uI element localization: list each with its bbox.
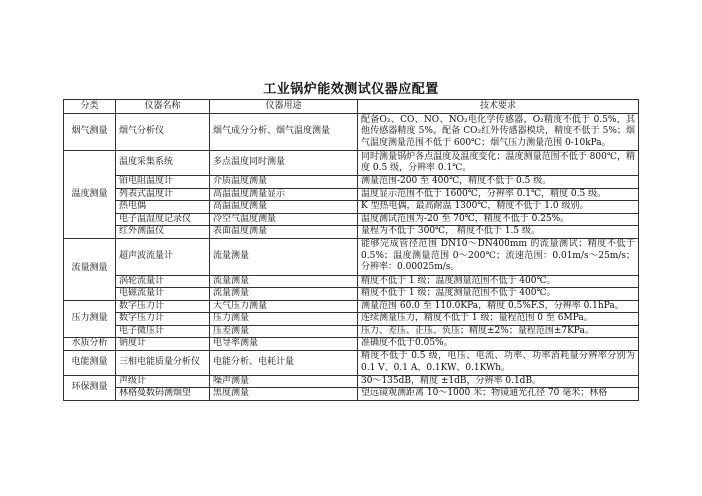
document-title: 工业锅炉能效测试仪器应配置 <box>263 82 439 97</box>
instrument-purpose-cell: 介质温度测量 <box>210 176 358 189</box>
instrument-purpose-cell: 多点温度同时测量 <box>210 151 358 176</box>
instrument-purpose-cell: 流量测量 <box>210 238 358 275</box>
instrument-name-cell: 列表式温度计 <box>116 188 210 201</box>
table-row <box>64 338 639 351</box>
table-row <box>64 375 639 388</box>
instrument-purpose-cell: 烟气成分分析、烟气温度测量 <box>210 114 358 151</box>
instrument-purpose-cell: 高温温度测量 <box>210 201 358 214</box>
instrument-name-cell: 电子温湿度记录仪 <box>116 213 210 226</box>
instrument-name-cell: 钠度计 <box>116 338 210 351</box>
category-cell: 压力测量 <box>64 300 116 338</box>
instrument-purpose-cell: 高温温度测量显示 <box>210 188 358 201</box>
table-row <box>64 201 639 214</box>
table-row <box>64 350 639 375</box>
technical-requirement-cell: 精度不低于 1 级；温度测量范围不低于 400℃。 <box>358 275 639 288</box>
table-row <box>64 325 639 338</box>
instrument-config-table <box>63 99 639 401</box>
instrument-name-cell: 温度采集系统 <box>116 151 210 176</box>
instrument-purpose-cell: 电导率测量 <box>210 338 358 351</box>
technical-requirement-cell: 同时测量锅炉各点温度及温度变化；温度测量范围不低于 800℃，精度 0.5 级，分辨率 0.1℃。 <box>358 151 639 176</box>
table-row <box>64 114 639 151</box>
technical-requirement-cell: 精度不低于 1 级；温度测量范围不低于 400℃。 <box>358 288 639 301</box>
table-row <box>64 275 639 288</box>
category-cell: 温度测量 <box>64 151 116 239</box>
instrument-name-cell: 三相电能质量分析仪 <box>116 350 210 375</box>
instrument-name-cell: 数字压力计 <box>116 300 210 313</box>
technical-requirement-cell: K 型热电偶，最高耐温 1300℃，精度不低于 1.0 级别。 <box>358 201 639 214</box>
category-cell: 环保测量 <box>64 375 116 400</box>
table-row <box>64 151 639 176</box>
technical-requirement-cell: 压力、差压、正压、负压；精度±2%；量程范围±7KPa。 <box>358 325 639 338</box>
header-category: 分类 <box>64 100 116 114</box>
table-row <box>64 300 639 313</box>
technical-requirement-cell: 准确度不低于0.05%。 <box>358 338 639 351</box>
table-row <box>64 226 639 239</box>
instrument-name-cell: 超声波流量计 <box>116 238 210 275</box>
technical-requirement-cell: 测量范围-200 至 400℃，精度不低于 0.5 级。 <box>358 176 639 189</box>
header-technical-requirement: 技术要求 <box>358 100 639 114</box>
technical-requirement-cell: 配备O₂、CO、NO、NO₂电化学传感器，O₂精度不低于 0.5%，其他传感器精度 5%。配备 CO₂红外传感器模块，精度不低于 5%；烟气温度测量范围不低于 600℃；烟气压力测量范围 0-10kPa。 <box>358 114 639 151</box>
table-row <box>64 288 639 301</box>
technical-requirement-cell: 30～135dB，精度 ±1dB，分辨率 0.1dB。 <box>358 375 639 388</box>
instrument-name-cell: 涡轮流量计 <box>116 275 210 288</box>
technical-requirement-cell: 量程为不低于 300℃， 精度不低于 1.5 级。 <box>358 226 639 239</box>
instrument-purpose-cell: 压力测量 <box>210 313 358 326</box>
technical-requirement-cell: 能够完成管径范围 DN10～DN400mm 的流量测试；精度不低于 0.5%；温度测量范围 0～200℃；流速范围：0.01m/s～25m/s；分辨率：0.00025m/s。 <box>358 238 639 275</box>
instrument-purpose-cell: 冷空气温度测量 <box>210 213 358 226</box>
instrument-name-cell: 电磁流量计 <box>116 288 210 301</box>
table-row <box>64 176 639 189</box>
instrument-name-cell: 电子微压计 <box>116 325 210 338</box>
instrument-purpose-cell: 电能分析、电耗计量 <box>210 350 358 375</box>
category-cell: 水质分析 <box>64 338 116 351</box>
table-header-row <box>64 100 639 114</box>
technical-requirement-cell: 望远镜观测距离 10～1000 米；物镜通光孔径 70 毫米；林格 <box>358 388 639 401</box>
instrument-name-cell: 烟气分析仪 <box>116 114 210 151</box>
technical-requirement-cell: 测量范围 60.0 至 110.0KPa，精度 0.5%F.S，分辨率 0.1hPa。 <box>358 300 639 313</box>
instrument-name-cell: 数字压力计 <box>116 313 210 326</box>
instrument-name-cell: 红外测温仪 <box>116 226 210 239</box>
table-row <box>64 188 639 201</box>
instrument-purpose-cell: 大气压力测量 <box>210 300 358 313</box>
category-cell: 烟气测量 <box>64 114 116 151</box>
table-row <box>64 238 639 275</box>
instrument-name-cell: 林格曼数码测烟望 <box>116 388 210 401</box>
technical-requirement-cell: 温度显示范围不低于 1600℃，分辨率 0.1℃，精度 0.5 级。 <box>358 188 639 201</box>
instrument-purpose-cell: 流量测量 <box>210 275 358 288</box>
table-row <box>64 313 639 326</box>
instrument-name-cell: 热电偶 <box>116 201 210 214</box>
instrument-purpose-cell: 噪声测量 <box>210 375 358 388</box>
instrument-name-cell: 声级计 <box>116 375 210 388</box>
instrument-purpose-cell: 表面温度测量 <box>210 226 358 239</box>
category-cell: 流量测量 <box>64 238 116 300</box>
technical-requirement-cell: 温度测试范围为-20 至 70℃，精度不低于 0.25%。 <box>358 213 639 226</box>
technical-requirement-cell: 精度不低于 0.5 级，电压、电流、功率、功率消耗量分辨率分别为 0.1 V、0.1 A、0.1KW、0.1KWh。 <box>358 350 639 375</box>
table-row <box>64 213 639 226</box>
instrument-purpose-cell: 流量测量 <box>210 288 358 301</box>
instrument-purpose-cell: 压差测量 <box>210 325 358 338</box>
instrument-purpose-cell: 黑度测量 <box>210 388 358 401</box>
technical-requirement-cell: 连续测量压力，精度不低于 1 级；量程范围 0 至 6MPa。 <box>358 313 639 326</box>
category-cell: 电能测量 <box>64 350 116 375</box>
table-row <box>64 388 639 401</box>
instrument-name-cell: 铂电阻温度计 <box>116 176 210 189</box>
header-instrument-name: 仪器名称 <box>116 100 210 114</box>
header-instrument-purpose: 仪器用途 <box>210 100 358 114</box>
